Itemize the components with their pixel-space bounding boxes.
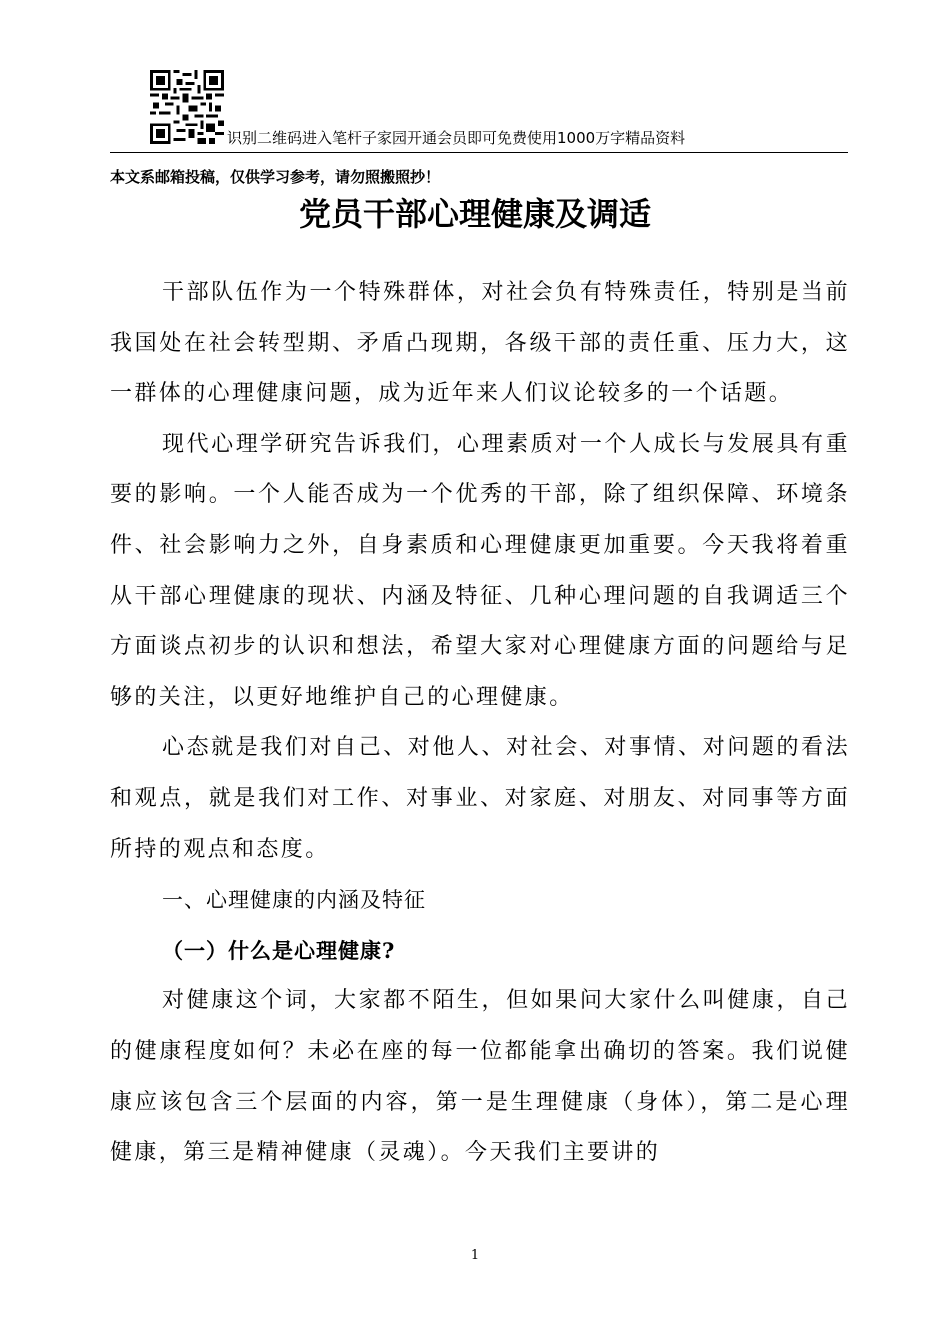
document-title: 党员干部心理健康及调适 — [298, 195, 651, 233]
paragraph: 心态就是我们对自己、对他人、对社会、对事情、对问题的看法和观点，就是我们对工作、对事业、对家庭、对朋友、对同事等方面所持的观点和态度。 — [110, 735, 850, 862]
document-body — [110, 268, 850, 1179]
page-number: 1 — [470, 1248, 480, 1263]
paragraph: 干部队伍作为一个特殊群体，对社会负有特殊责任，特别是当前我国处在社会转型期、矛盾凸现期，各级干部的责任重、压力大，这一群体的心理健康问题，成为近年来人们议论较多的一个话题。 — [110, 280, 850, 407]
subsection-heading: （一）什么是心理健康? — [162, 937, 396, 963]
qr-code-icon[interactable] — [150, 70, 224, 144]
header-promo-text: 识别二维码进入笔杆子家园开通会员即可免费使用1000万字精品资料 — [227, 129, 686, 147]
submission-notice: 本文系邮箱投稿，仅供学习参考，请勿照搬照抄！ — [110, 168, 441, 186]
paragraph: 对健康这个词，大家都不陌生，但如果问大家什么叫健康，自己的健康程度如何？未必在座的每一位都能拿出确切的答案。我们说健康应该包含三个层面的内容，第一是生理健康（身体），第二是心理健康，第三是精神健康（灵魂）。今天我们主要讲的 — [110, 988, 850, 1166]
paragraph: 现代心理学研究告诉我们，心理素质对一个人成长与发展具有重要的影响。一个人能否成为一个优秀的干部，除了组织保障、环境条件、社会影响力之外，自身素质和心理健康更加重要。今天我将着重从干部心理健康的现状、内涵及特征、几种心理问题的自我调适三个方面谈点初步的认识和想法，希望大家对心理健康方面的问题给与足够的关注，以更好地维护自己的心理健康。 — [110, 431, 850, 710]
section-heading: 一、心理健康的内涵及特征 — [162, 888, 426, 913]
page-header — [110, 66, 848, 153]
